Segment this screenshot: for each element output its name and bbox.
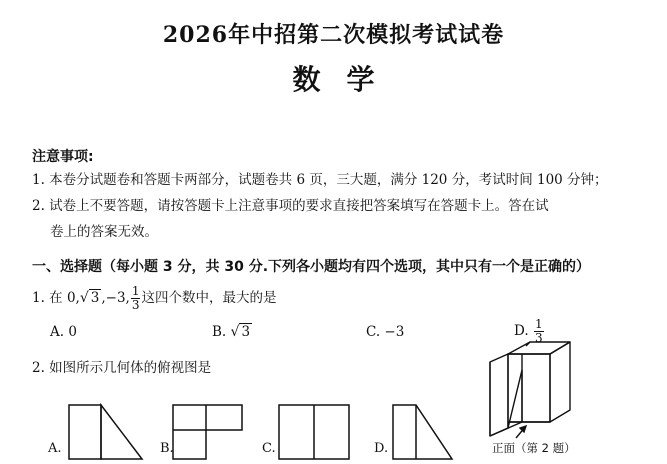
solid-right-face bbox=[550, 342, 570, 422]
q2-option-b-label: B. bbox=[160, 441, 174, 456]
question-1-suffix: 这四个数中，最大的是 bbox=[141, 290, 277, 306]
question-1-middle: ,−3, bbox=[101, 290, 130, 306]
fraction-numerator: 1 bbox=[131, 284, 140, 298]
question-2: 2. 如图所示几何体的俯视图是 bbox=[32, 360, 212, 376]
section-1-heading: 一、选择题（每小题 3 分，共 30 分.下列各小题均有四个选项，其中只有一个是正确的） bbox=[32, 259, 591, 275]
q2-figure-caption: 正面（第 2 题） bbox=[492, 441, 576, 455]
q2-figure-b bbox=[172, 404, 244, 460]
solid-front-face bbox=[508, 354, 550, 422]
question-1-prefix: 1. 在 0, bbox=[32, 290, 80, 306]
question-1 bbox=[32, 285, 276, 312]
q1-option-a: A. 0 bbox=[50, 324, 77, 340]
q2-option-c-label: C. bbox=[262, 441, 276, 456]
notes-item-1: 1. 本卷分试题卷和答题卡两部分，试题卷共 6 页，三大题，满分 120 分，考试时间 100 分钟； bbox=[32, 172, 608, 188]
solid-front-left bbox=[490, 354, 508, 436]
subject-title: 数学 bbox=[292, 63, 401, 96]
solid-slab bbox=[508, 370, 522, 428]
notes-heading: 注意事项: bbox=[32, 149, 94, 165]
q1-option-b-label: B. bbox=[212, 324, 227, 340]
fraction-numerator: 1 bbox=[534, 317, 543, 331]
q2-solid-figure bbox=[486, 340, 586, 440]
figure-a-triangle bbox=[101, 405, 142, 459]
figure-b-l-shape bbox=[173, 405, 242, 459]
question-1-sqrt-arg: 3 bbox=[90, 290, 100, 306]
fraction-denominator: 3 bbox=[534, 331, 543, 345]
fraction-denominator: 3 bbox=[131, 298, 140, 312]
figure-d-trapezoid bbox=[393, 405, 452, 459]
notes-item-2-line-1: 2. 试卷上不要答题，请按答题卡上注意事项的要求直接把答案填写在答题卡上。答在试 bbox=[32, 198, 549, 214]
exam-title: 2026年中招第二次模拟考试试卷 bbox=[162, 22, 505, 48]
sqrt-symbol: √ bbox=[230, 324, 240, 340]
figure-a-rectangle bbox=[69, 405, 101, 459]
q1-option-d-label: D. bbox=[514, 323, 529, 339]
q2-option-d-label: D. bbox=[374, 441, 389, 456]
notes-item-2-line-2: 卷上的答案无效。 bbox=[50, 224, 158, 240]
q2-figure-a bbox=[68, 404, 148, 460]
question-1-fraction bbox=[131, 285, 141, 312]
q1-option-c: C. −3 bbox=[366, 324, 405, 340]
sqrt-symbol: √ bbox=[79, 290, 89, 306]
q2-option-a-label: A. bbox=[48, 441, 62, 456]
q1-option-b bbox=[212, 324, 252, 340]
q1-option-b-arg: 3 bbox=[241, 324, 251, 340]
q2-figure-c bbox=[278, 404, 352, 460]
q2-figure-d bbox=[392, 404, 456, 460]
